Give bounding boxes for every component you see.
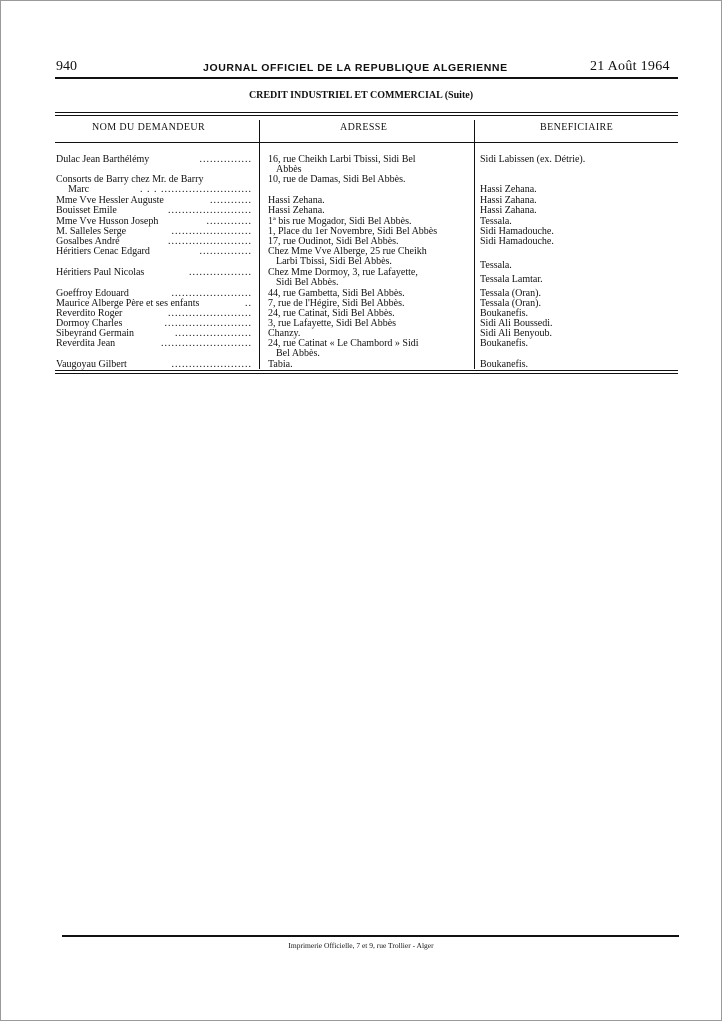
address-line-continued: Sidi Bel Abbès. (276, 277, 339, 289)
dot-leader: ....................... (171, 288, 252, 299)
dot-leader: . . . .......................... (140, 184, 252, 196)
beneficiary: Tessala. (480, 260, 512, 272)
column-header-name: NOM DU DEMANDEUR (92, 122, 206, 133)
column-divider-1 (259, 120, 260, 369)
issue-date: 21 Août 1964 (590, 59, 670, 74)
applicant-name: Bouisset Emile (56, 205, 117, 216)
address-line: Hassi Zehana. (268, 195, 325, 206)
address-line: 44, rue Gambetta, Sidi Bel Abbès. (268, 288, 405, 299)
address-line: 1ª bis rue Mogador, Sidi Bel Abbès. (268, 216, 412, 227)
address-line: Hassi Zehana. (268, 205, 325, 216)
applicant-name: Dormoy Charles (56, 318, 123, 329)
beneficiary: Hassi Zahana. (480, 195, 537, 206)
dot-leader: ........................ (168, 308, 252, 319)
printer-imprint: Imprimerie Officielle, 7 et 9, rue Trollier - Alger (288, 941, 434, 950)
section-title: CREDIT INDUSTRIEL ET COMMERCIAL (Suite) (248, 90, 474, 101)
dot-leader: ...................... (175, 328, 252, 339)
column-divider-2 (474, 120, 475, 369)
applicant-name: Sibeyrand Germain (56, 328, 135, 339)
address-line: 1, Place du 1er Novembre, Sidi Bel Abbès (268, 226, 438, 237)
address-line: Chez Mme Dormoy, 3, rue Lafayette, (268, 267, 418, 278)
beneficiary: Sidi Hamadouche. (480, 236, 554, 247)
address-line-continued: Abbès (276, 164, 302, 176)
address-line-continued: Bel Abbès. (276, 348, 320, 360)
beneficiary: Boukanefis. (480, 338, 529, 349)
dot-leader: .................. (189, 267, 252, 278)
table-top-rule (55, 112, 678, 113)
address-line: 3, rue Lafayette, Sidi Bel Abbès (268, 318, 397, 329)
applicant-name: Vaugoyau Gilbert (56, 359, 127, 370)
dot-leader: ............. (206, 216, 252, 227)
footer-rule (62, 935, 679, 937)
dot-leader: ....................... (171, 226, 252, 237)
journal-title: JOURNAL OFFICIEL DE LA REPUBLIQUE ALGERIENNE (203, 62, 508, 74)
column-header-address: ADRESSE (340, 122, 388, 133)
applicant-name: Consorts de Barry chez Mr. de Barry (56, 174, 204, 185)
address-line: 7, rue de l'Hégire, Sidi Bel Abbès. (268, 298, 405, 309)
address-line: 17, rue Oudinot, Sidi Bel Abbès. (268, 236, 399, 247)
applicant-name: Héritiers Cenac Edgard (56, 246, 150, 257)
beneficiary: Sidi Ali Boussedi. (480, 318, 553, 329)
beneficiary: Tessala (Oran). (480, 288, 541, 299)
page-number: 940 (56, 59, 77, 74)
beneficiary: Hassi Zehana. (480, 184, 537, 196)
applicant-name: Goeffroy Edouard (56, 288, 129, 299)
beneficiary: Sidi Hamadouche. (480, 226, 554, 237)
applicant-name: Dulac Jean Barthélémy (56, 154, 150, 165)
dot-leader: ............ (210, 195, 252, 206)
dot-leader: ............... (199, 246, 252, 257)
applicant-name: Maurice Alberge Père et ses enfants (56, 298, 200, 309)
beneficiary: Boukanefis. (480, 359, 529, 370)
dot-leader: ........................ (168, 205, 252, 216)
address-line: Chanzy. (268, 328, 301, 339)
applicant-name: Héritiers Paul Nicolas (56, 267, 145, 278)
address-line: 24, rue Catinat « Le Chambord » Sidi (268, 338, 419, 349)
beneficiary: Sidi Ali Benyoub. (480, 328, 552, 339)
dot-leader: ............... (199, 154, 252, 165)
address-line: 10, rue de Damas, Sidi Bel Abbès. (268, 174, 406, 185)
address-line: 24, rue Catinat, Sidi Bel Abbès. (268, 308, 395, 319)
beneficiary: Boukanefis. (480, 308, 529, 319)
dot-leader: ....................... (171, 359, 252, 370)
beneficiary: Tessala. (480, 216, 512, 227)
applicant-name: Mme Vve Hessler Auguste (56, 195, 164, 206)
applicant-name: Reverdita Jean (56, 338, 116, 349)
dot-leader: .......................... (161, 338, 252, 349)
column-header-beneficiary: BENEFICIAIRE (540, 122, 614, 133)
address-line: Chez Mme Vve Alberge, 25 rue Cheikh (268, 246, 427, 257)
beneficiary: Sidi Labissen (ex. Détrie). (480, 154, 586, 165)
address-line: 16, rue Cheikh Larbi Tbissi, Sidi Bel (268, 154, 416, 165)
address-line-continued: Larbi Tbissi, Sidi Bel Abbès. (276, 256, 392, 268)
applicant-name: Gosalbes André (56, 236, 120, 247)
beneficiary: Tessala (Oran). (480, 298, 541, 309)
applicant-name: Mme Vve Husson Joseph (56, 216, 159, 227)
table-bottom-rule-2 (55, 373, 678, 374)
beneficiary: Tessala Lamtar. (480, 274, 543, 286)
applicant-name: Reverdito Roger (56, 308, 123, 319)
dot-leader: ........................ (168, 236, 252, 247)
table-top-rule-2 (55, 115, 678, 116)
beneficiary: Hassi Zahana. (480, 205, 537, 216)
address-line: Tabia. (268, 359, 293, 370)
dot-leader: .. (245, 298, 252, 309)
column-header-underline (55, 142, 678, 143)
table-bottom-rule (55, 370, 678, 371)
dot-leader: ......................... (164, 318, 252, 329)
applicant-name: M. Salleles Serge (56, 226, 127, 237)
applicant-name-continued: Marc (68, 184, 90, 196)
header-rule (55, 77, 678, 79)
